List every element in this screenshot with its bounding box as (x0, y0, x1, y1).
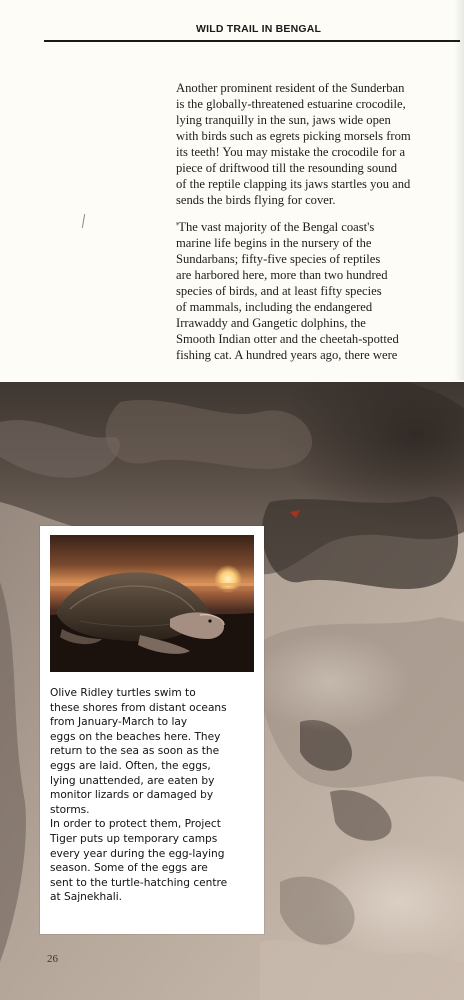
text-line: lying tranquilly in the sun, jaws wide open (176, 113, 391, 127)
caption-line: Tiger puts up temporary camps (50, 832, 218, 845)
turtle-photo (50, 535, 254, 672)
text-line: Smooth Indian otter and the cheetah-spotted (176, 332, 399, 346)
caption-line: eggs are laid. Often, the eggs, (50, 759, 211, 772)
caption-line: these shores from distant oceans (50, 701, 227, 714)
header-rule (44, 40, 460, 42)
caption-line: storms. (50, 803, 90, 816)
caption-line: In order to protect them, Project (50, 818, 221, 831)
caption-line: sent to the turtle-hatching centre (50, 876, 228, 889)
text-line: Irrawaddy and Gangetic dolphins, the (176, 316, 366, 330)
caption-line: every year during the egg-laying (50, 847, 225, 860)
text-line: with birds such as egrets picking morsels from (176, 129, 411, 143)
text-line: piece of driftwood till the resounding sound (176, 161, 398, 175)
caption-line: Olive Ridley turtles swim to (50, 687, 196, 699)
stray-print-mark (82, 214, 85, 228)
text-line: 'The vast majority of the Bengal coast's (176, 220, 375, 234)
text-line: species of birds, and at least fifty species (176, 284, 382, 298)
caption-line: season. Some of the eggs are (50, 862, 208, 875)
text-line: is the globally-threatened estuarine crocodile, (176, 97, 406, 111)
caption-line: return to the sea as soon as the (50, 745, 220, 758)
inset-card (40, 526, 264, 934)
caption-line: lying unattended, are eaten by (50, 774, 215, 787)
page-number: 26 (47, 953, 58, 965)
turtle-caption (50, 686, 264, 905)
running-title: WILD TRAIL IN BENGAL (196, 23, 322, 35)
text-line: sends the birds flying for cover. (176, 193, 336, 207)
caption-line: at Sajnekhali. (50, 891, 122, 904)
text-line: of mammals, including the endangered (176, 300, 373, 314)
text-line: of the reptile clapping its jaws startles you and (176, 177, 411, 191)
paragraph-marine-life (176, 219, 454, 363)
paragraph-crocodile (176, 80, 454, 208)
caption-line: from January-March to lay (50, 716, 188, 729)
caption-line: monitor lizards or damaged by (50, 789, 214, 802)
caption-line: eggs on the beaches here. They (50, 730, 221, 743)
text-line: its teeth! You may mistake the crocodile for a (176, 145, 406, 159)
text-line: fishing cat. A hundred years ago, there were (176, 348, 398, 362)
text-line: Another prominent resident of the Sunderban (176, 81, 405, 95)
text-line: marine life begins in the nursery of the (176, 236, 372, 250)
text-line: Sundarbans; fifty-five species of reptiles (176, 252, 381, 266)
page-spine-shadow (454, 0, 464, 380)
text-line: are harbored here, more than two hundred (176, 268, 388, 282)
